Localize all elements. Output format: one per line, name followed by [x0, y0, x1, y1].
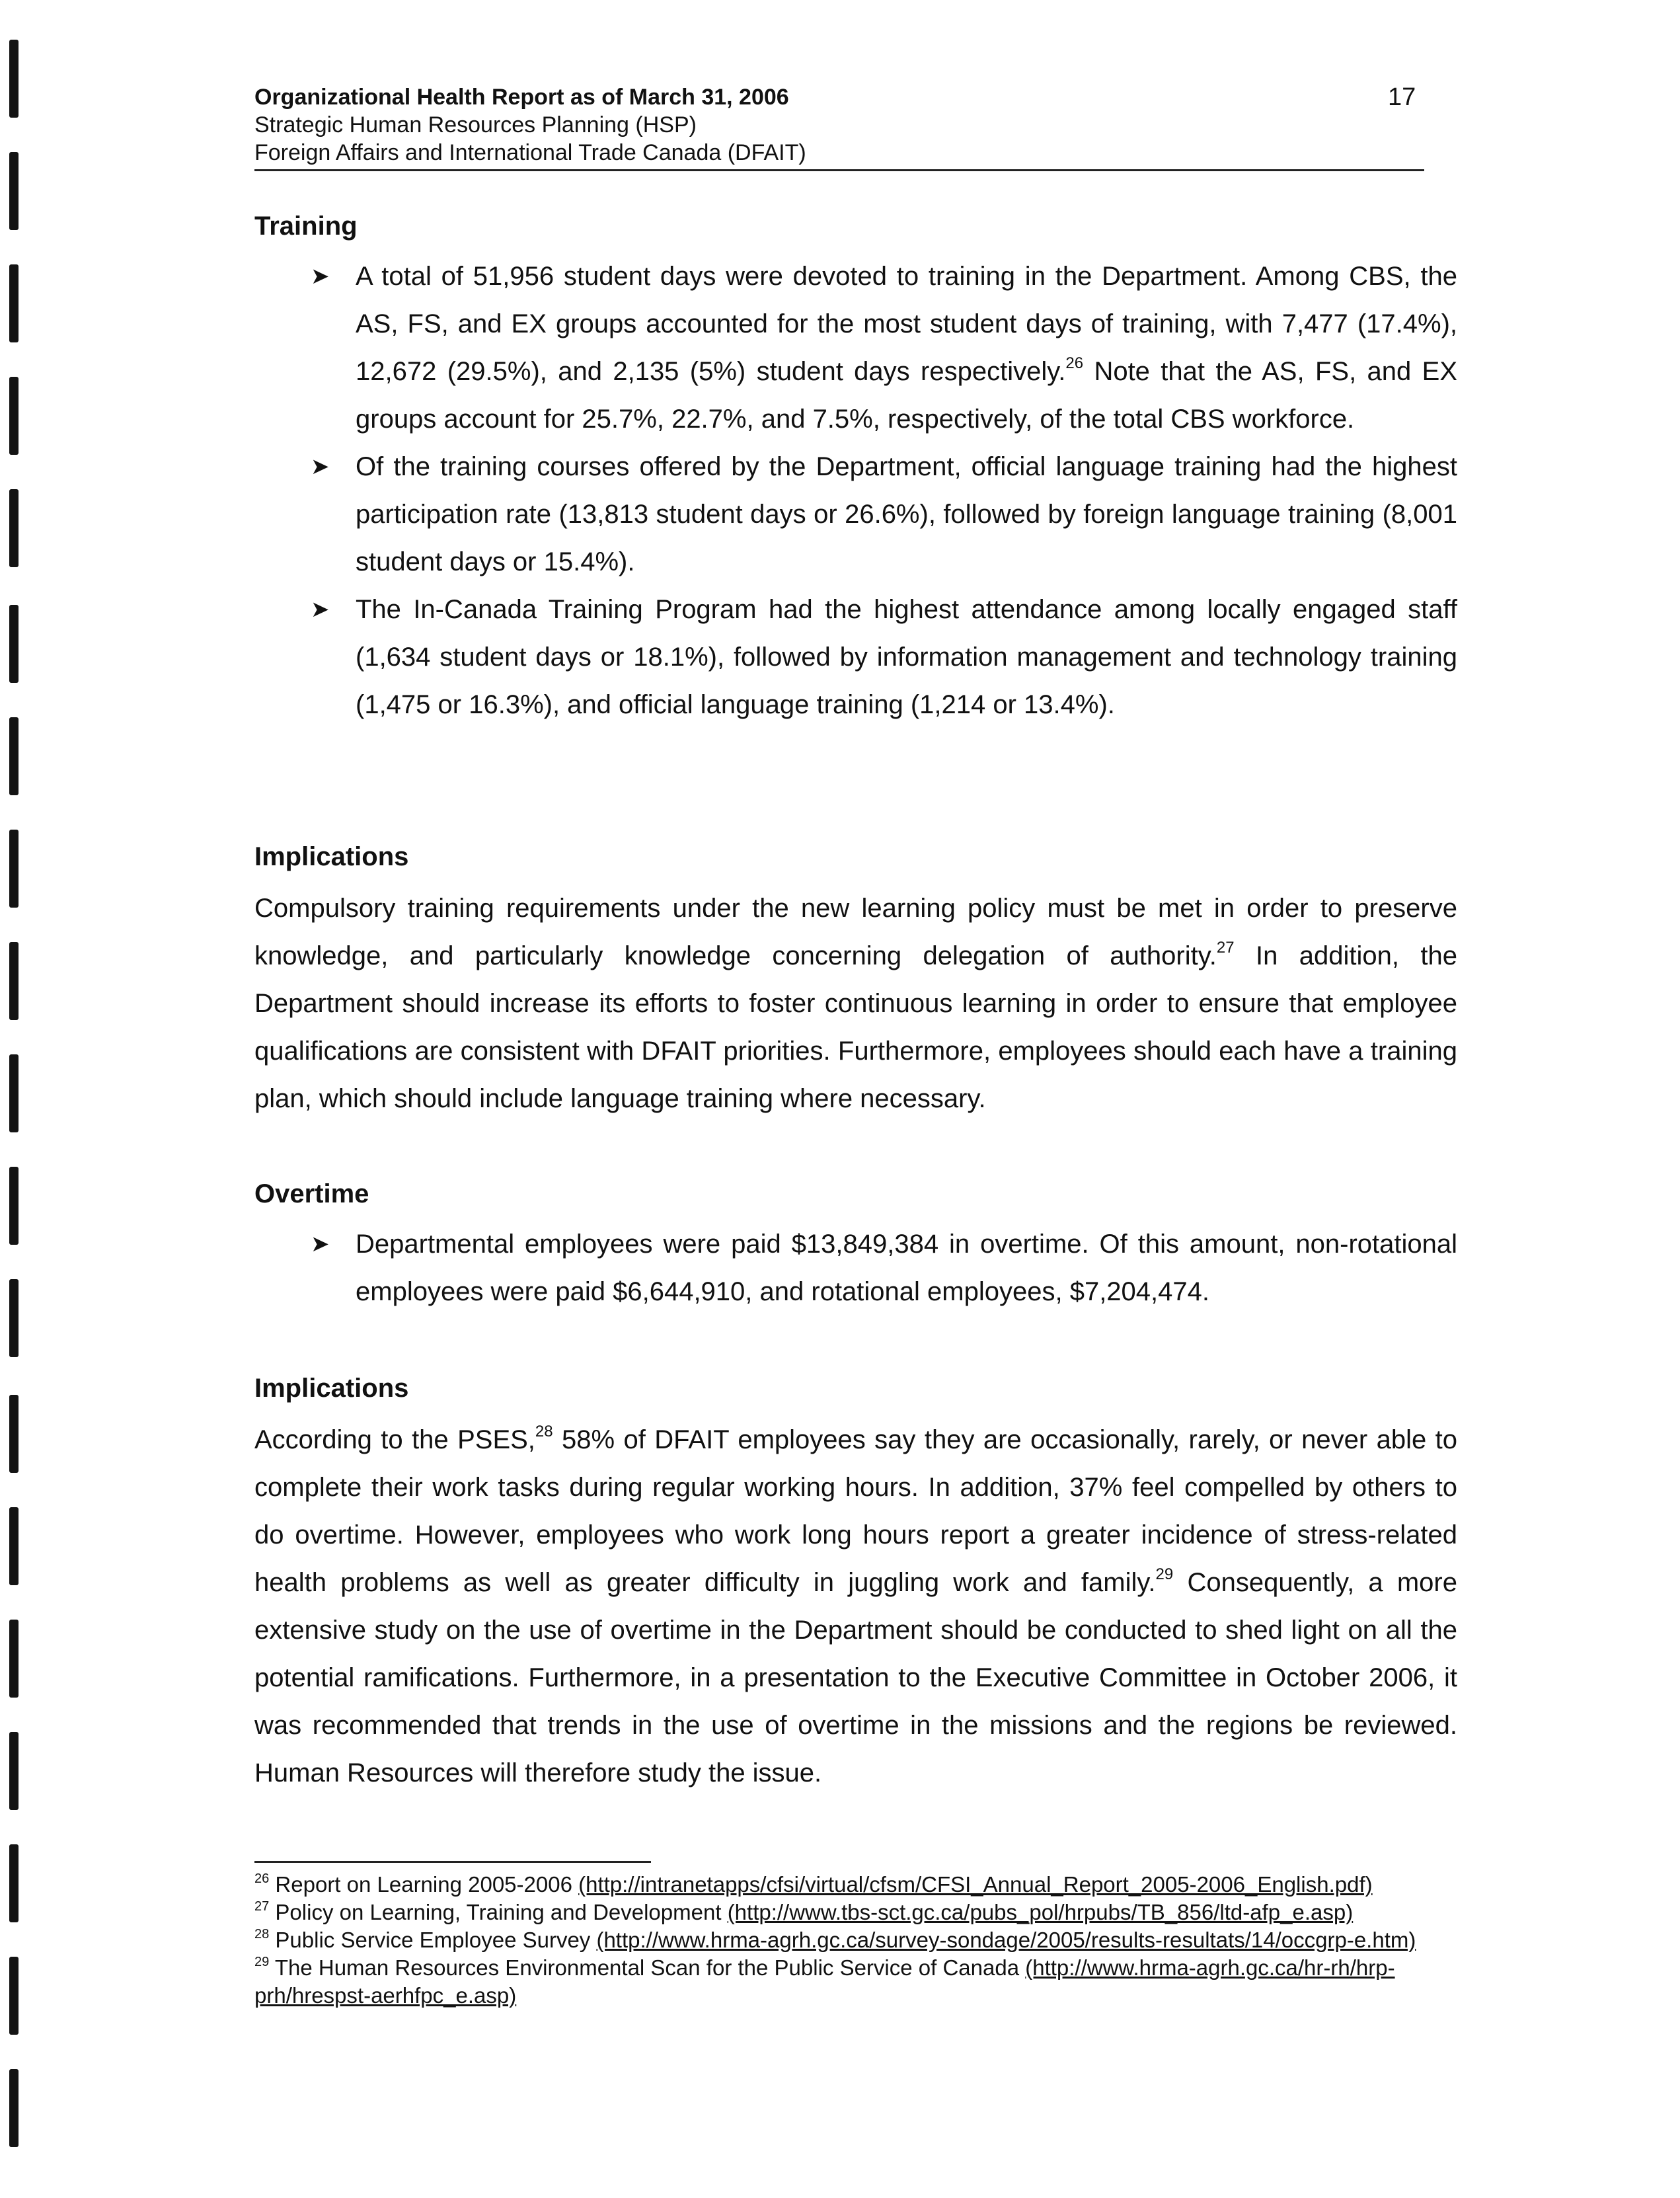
page-number: 17 [1388, 83, 1416, 111]
list-item [311, 443, 1457, 586]
list-item [311, 586, 1457, 728]
binding-mark [9, 717, 19, 795]
bullet-text: Of the training courses offered by the Department, official language training had the highest participation rate (13,813 student days or 26.6%), followed by foreign language training (8,001 student days or 15.4%). [356, 452, 1457, 576]
arrow-bullet-icon: ➤ [311, 454, 330, 479]
footnote-number: 27 [254, 1899, 270, 1914]
footnote-number: 26 [254, 1871, 270, 1886]
binding-mark [9, 152, 19, 230]
footnote-link[interactable]: (http://www.hrma-agrh.gc.ca/survey-sondage/2005/results-resultats/14/occgrp-e.htm) [596, 1928, 1416, 1952]
binding-mark [9, 2069, 19, 2147]
footnote-link[interactable]: (http://www.hrma-agrh.gc.ca/hr-rh/hrp-prh/hrespst-aerhfpc_e.asp) [254, 1955, 1395, 2008]
footnote [254, 1871, 1464, 1899]
footnote-link[interactable]: (http://www.tbs-sct.gc.ca/pubs_pol/hrpubs/TB_856/ltd-afp_e.asp) [727, 1900, 1354, 1924]
footnote-divider [254, 1861, 651, 1863]
binding-mark [9, 489, 19, 567]
binding-mark [9, 1732, 19, 1810]
footnote [254, 1899, 1464, 1926]
overtime-bullets [311, 1220, 1457, 1315]
binding-mark [9, 605, 19, 683]
implications-heading: Implications [254, 842, 409, 871]
paragraph-text: According to the PSES, [254, 1425, 535, 1454]
binding-mark [9, 1167, 19, 1245]
footnote-number: 28 [254, 1927, 270, 1942]
report-subtitle: Strategic Human Resources Planning (HSP) [254, 112, 697, 137]
bullet-text: Note that the AS, FS, and EX groups account for 25.7%, 22.7%, and 7.5%, respectively, of the total CBS workforce. [356, 357, 1458, 434]
binding-mark [9, 1620, 19, 1698]
footnote-ref: 26 [1065, 354, 1084, 372]
page-header [254, 83, 1424, 171]
implications-heading: Implications [254, 1374, 409, 1403]
footnotes [254, 1871, 1464, 2010]
footnote-link[interactable]: (http://intranetapps/cfsi/virtual/cfsm/CFSI_Annual_Report_2005-2006_English.pdf) [578, 1872, 1373, 1897]
footnote [254, 1954, 1464, 2010]
binding-marks [0, 0, 40, 2198]
binding-mark [9, 1279, 19, 1357]
footnote-text: Policy on Learning, Training and Development [275, 1900, 728, 1924]
binding-mark [9, 830, 19, 908]
paragraph-text: 58% of DFAIT employees say they are occasionally, rarely, or never able to complete their work tasks during regular working hours. In addition, 37% feel compelled by others to do overtime. However, employees who work long hours report a greater incidence of stress-related health problems as well as greater difficulty in juggling work and family. [254, 1425, 1457, 1597]
binding-mark [9, 40, 19, 118]
footnote-ref: 27 [1216, 938, 1235, 957]
binding-mark [9, 1054, 19, 1132]
binding-mark [9, 1957, 19, 2035]
arrow-bullet-icon: ➤ [311, 264, 330, 289]
binding-mark [9, 264, 19, 342]
binding-mark [9, 377, 19, 455]
report-title: Organizational Health Report as of March 31, 2006 [254, 85, 789, 110]
footnote-text: Report on Learning 2005-2006 [275, 1872, 579, 1897]
paragraph-text: In addition, the Department should increase its efforts to foster continuous learning in order to ensure that employee qualifications are consistent with DFAIT priorities. Furthermore, employees should each have a training plan, which should include language training where necessary. [254, 941, 1457, 1113]
paragraph-text: Consequently, a more extensive study on the use of overtime in the Department should be conducted to shed light on all the potential ramifications. Furthermore, in a presentation to the Executive Committee in October 2006, it was recommended that trends in the use of overtime in the missions and the regions be reviewed. Human Resources will therefore study the issue. [254, 1568, 1457, 1787]
arrow-bullet-icon: ➤ [311, 597, 330, 622]
arrow-bullet-icon: ➤ [311, 1232, 330, 1257]
binding-mark [9, 942, 19, 1020]
binding-mark [9, 1395, 19, 1473]
footnote [254, 1926, 1464, 1954]
footnote-ref: 29 [1155, 1565, 1174, 1583]
footnote-text: Public Service Employee Survey [275, 1928, 597, 1952]
list-item [311, 1220, 1457, 1315]
bullet-text: A total of 51,956 student days were devoted to training in the Department. Among CBS, the AS, FS, and EX groups accounted for the most student days of training, with 7,477 (17.4%), 12,672 (29.5%), and 2,135 (5%) student days respectively. [356, 262, 1457, 386]
bullet-text: Departmental employees were paid $13,849,384 in overtime. Of this amount, non-rotational employees were paid $6,644,910, and rotational employees, $7,204,474. [356, 1230, 1457, 1306]
footnote-text: The Human Resources Environmental Scan for the Public Service of Canada [274, 1955, 1026, 1980]
implications-paragraph [254, 1416, 1457, 1797]
paragraph-text: Compulsory training requirements under the new learning policy must be met in order to preserve knowledge, and particularly knowledge concerning delegation of authority. [254, 894, 1457, 970]
footnote-ref: 28 [535, 1422, 553, 1440]
list-item [311, 253, 1457, 443]
footnote-number: 29 [254, 1955, 270, 1969]
implications-paragraph [254, 884, 1457, 1122]
training-bullets [311, 253, 1457, 728]
binding-mark [9, 1844, 19, 1922]
bullet-text: The In-Canada Training Program had the highest attendance among locally engaged staff (1,634 student days or 18.1%), followed by information management and technology training (1,475 or 16.3%), and official language training (1,214 or 13.4%). [356, 595, 1457, 719]
department-name: Foreign Affairs and International Trade Canada (DFAIT) [254, 140, 806, 165]
training-heading: Training [254, 212, 358, 241]
binding-mark [9, 1507, 19, 1585]
overtime-heading: Overtime [254, 1179, 369, 1208]
